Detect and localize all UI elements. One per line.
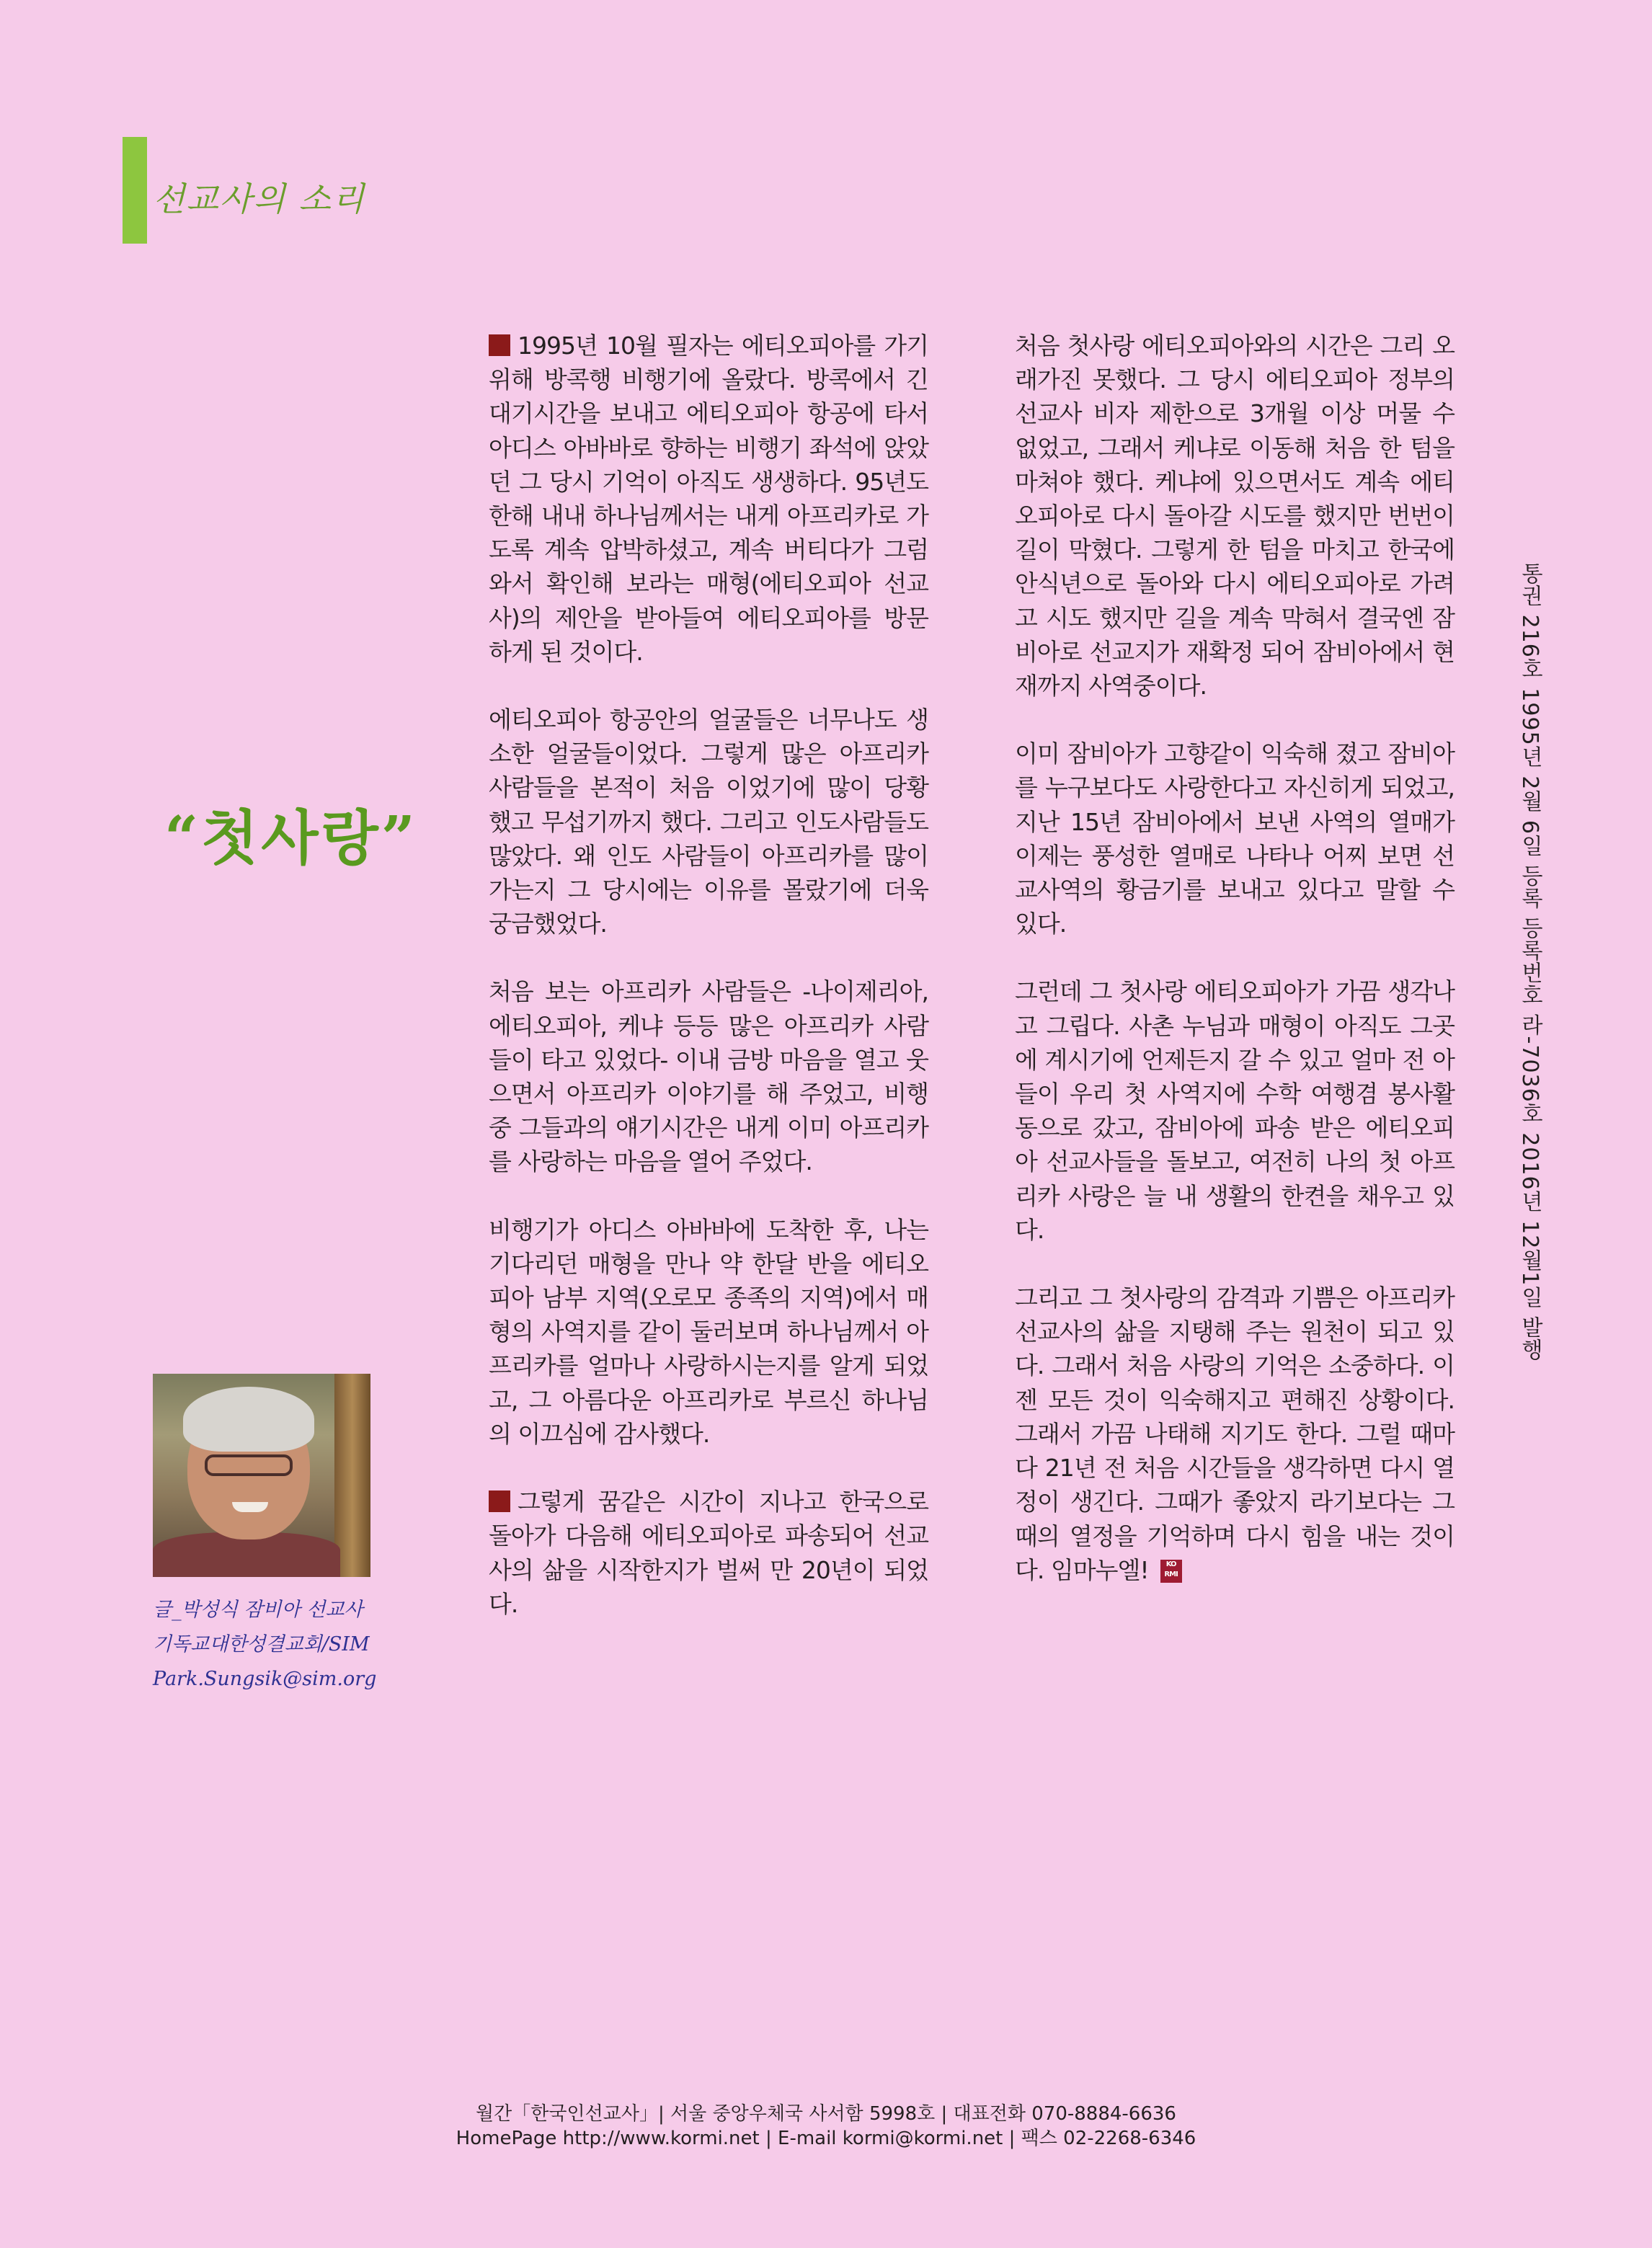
paragraph: 처음 보는 아프리카 사람들은 -나이제리아, 에티오피아, 케냐 등등 많은 아프리카 사람들이 타고 있었다- 이내 금방 마음을 열고 웃으면서 아프리카 이야기를 해 주었고, 비행 중 그들과의 얘기시간은 내게 이미 아프리카를 사랑하는 마음을 열어 주었다. (489, 977, 928, 1176)
footer-address: 월간「한국인선교사」| 서울 중앙우체국 사서함 5998호 | 대표전화 070-8884-6636 (476, 2103, 1176, 2125)
paragraph: 이미 잠비아가 고향같이 익숙해 졌고 잠비아를 누구보다도 사랑한다고 자신히게 되었고, 지난 15년 잠비아에서 보낸 사역의 열매가 이제는 풍성한 열매로 나타나 어찌 보면 선교사역의 황금기를 보내고 있다고 말할 수 있다. (1015, 739, 1455, 938)
article-column-1 (489, 329, 928, 1655)
footer-contact: HomePage http://www.kormi.net | E-mail kormi@kormi.net | 팩스 02-2268-6346 (456, 2128, 1196, 2149)
section-marker-icon (489, 334, 510, 356)
paragraph: 그런데 그 첫사랑 에티오피아가 가끔 생각나고 그립다. 사촌 누님과 매형이 아직도 그곳에 계시기에 언제든지 갈 수 있고 얼마 전 아들이 우리 첫 사역지에 수학 여행겸 봉사활동으로 갔고, 잠비아에 파송 받은 에티오피아 선교사들을 돌보고, 여전히 나의 첫 아프리카 사랑은 늘 내 생활의 한켠을 채우고 있다. (1015, 977, 1455, 1244)
author-credit (153, 1593, 391, 1697)
publication-info: 통권 216호 1995년 2월 6일 등록 등록번호 라-7036호 2016년 12월1일 발행 (1517, 562, 1542, 1361)
paragraph: 에티오피아 항공안의 얼굴들은 너무나도 생소한 얼굴들이었다. 그렇게 많은 아프리카 사람들을 본적이 처음 이었기에 많이 당황 했고 무섭기까지 했다. 그리고 인도사람들도 많았다. 왜 인도 사람들이 아프리카를 많이 가는지 그 당시에는 이유를 몰랐기에 더욱 궁금했었다. (489, 706, 928, 938)
author-name: 글_박성식 잠비아 선교사 (153, 1599, 363, 1621)
paragraph: 처음 첫사랑 에티오피아와의 시간은 그리 오래가진 못했다. 그 당시 에티오피아 정부의 선교사 비자 제한으로 3개월 이상 머물 수 없었고, 그래서 케냐로 이동해 처음 한 텀을 마쳐야 했다. 케냐에 있으면서도 계속 에티오피아로 다시 돌아갈 시도를 했지만 번번이 길이 막혔다. 그렇게 한 텀을 마치고 한국에 안식년으로 돌아와 다시 에티오피아로 가려고 시도 했지만 길을 계속 막혀서 결국엔 잠비아로 선교지가 재확정 되어 잠비아에서 현재까지 사역중이다. (1015, 332, 1455, 701)
paragraph: 그리고 그 첫사랑의 감격과 기쁨은 아프리카 선교사의 삶을 지탱해 주는 원천이 되고 있다. 그래서 처음 사랑의 기억은 소중하다. 이젠 모든 것이 익숙해지고 편해진 상황이다. 그래서 가끔 나태해 지기도 한다. 그럴 때마다 21년 전 처음 시간들을 생각하면 다시 열정이 생긴다. 그때가 좋았지 라기보다는 그때의 열정을 기억하며 다시 힘을 내는 것이다. 임마누엘! KO RMI (1015, 1284, 1455, 1584)
author-photo (153, 1374, 370, 1577)
section-title: 선교사의 소리 (153, 179, 366, 218)
paragraph: 1995년 10월 필자는 에티오피아를 가기위해 방콕행 비행기에 올랐다. 방콕에서 긴 대기시간을 보내고 에티오피아 항공에 타서 아디스 아바바로 향하는 비행기 좌석에 앉았던 그 당시 기억이 아직도 생생하다. 95년도 한해 내내 하나님께서는 내게 아프리카로 가도록 계속 압박하셨고, 계속 버티다가 그럼 와서 확인해 보라는 매형(에티오피아 선교사)의 제안을 받아들여 에티오피아를 방문 하게 된 것이다. (489, 332, 928, 666)
article-column-2 (1015, 329, 1455, 1621)
paragraph: 그렇게 꿈같은 시간이 지나고 한국으로 돌아가 다음해 에티오피아로 파송되어 선교사의 삶을 시작한지가 벌써 만 20년이 되었다. (489, 1488, 928, 1618)
paragraph: 비행기가 아디스 아바바에 도착한 후, 나는 기다리던 매형을 만나 약 한달 반을 에티오피아 남부 지역(오로모 종족의 지역)에서 매형의 사역지를 같이 둘러보며 하나님께서 아프리카를 얼마나 사랑하시는지를 알게 되었고, 그 아름다운 아프리카로 부르신 하나님의 이끄심에 감사했다. (489, 1215, 928, 1448)
author-affiliation: 기독교대한성결교회/SIM (153, 1633, 370, 1656)
article-title: “첫사랑” (164, 804, 418, 873)
author-email: Park.Sungsik@sim.org (153, 1668, 377, 1690)
section-marker-icon (489, 1490, 510, 1512)
footer (0, 2102, 1652, 2151)
kormi-logo-icon: KO RMI (1160, 1560, 1182, 1583)
section-marker-bar (123, 137, 147, 244)
